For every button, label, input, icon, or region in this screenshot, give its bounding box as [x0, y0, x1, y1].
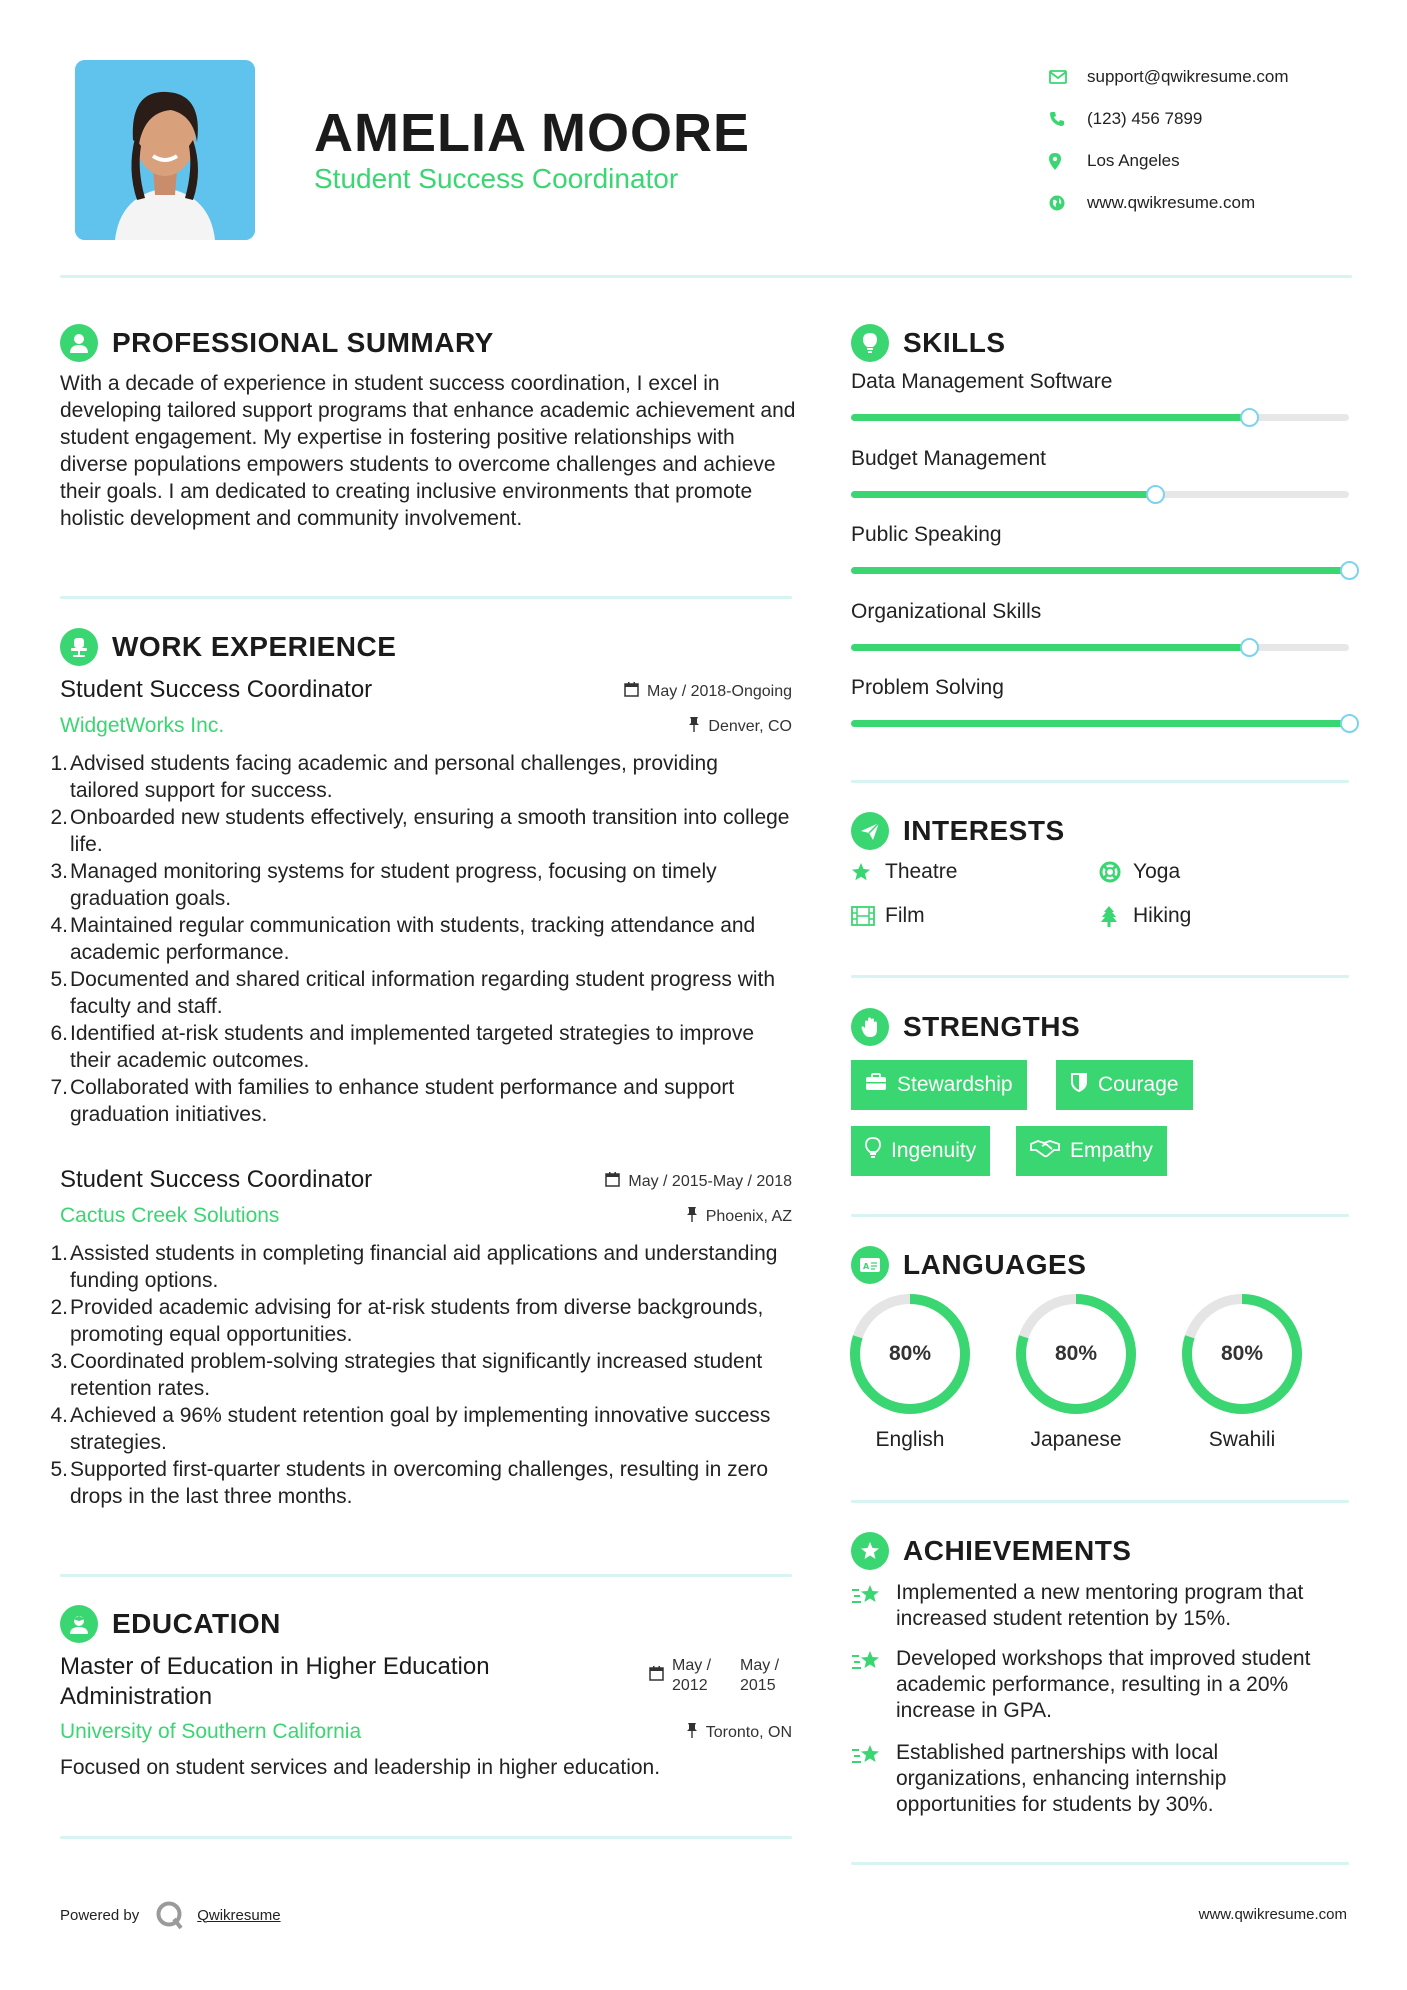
- lightbulb-icon: [851, 324, 889, 362]
- skill-name: Problem Solving: [851, 676, 1004, 699]
- skill-bar: [851, 644, 1349, 651]
- contact-phone[interactable]: [1049, 98, 1379, 140]
- skills-divider: [851, 780, 1349, 783]
- strength-badge: [851, 1126, 990, 1176]
- strength-badge: [1056, 1060, 1193, 1110]
- brand-link[interactable]: Qwikresume: [197, 1906, 281, 1924]
- language-item: [848, 1292, 972, 1452]
- interest-item: [1099, 860, 1180, 884]
- skill-knob: [1240, 408, 1259, 427]
- paper-plane-icon: [851, 812, 889, 850]
- job-title: Student Success Coordinator: [60, 676, 373, 703]
- skill-knob: [1146, 485, 1165, 504]
- skill-item: [851, 447, 1351, 498]
- contact-location: [1049, 140, 1379, 182]
- skill-bar: [851, 414, 1349, 421]
- achievement-text: Implemented a new mentoring program that increased student retention by 15%.: [896, 1581, 1304, 1630]
- summary-text: With a decade of experience in student success coordination, I excel in developing tailored support programs that enhance academic achievement and student engagement. My expertise in fostering positive relationships with diverse populations empowers students to overcome challenges and achieve their goals. I am dedicated to creating inclusive environments that promote holistic development and community involvement.: [60, 372, 796, 530]
- trophy-star-icon: [851, 1532, 889, 1570]
- interests-divider: [851, 975, 1349, 978]
- contact-phone-text: (123) 456 7899: [1087, 109, 1203, 128]
- experience-title: WORK EXPERIENCE: [112, 631, 397, 662]
- interest-label: Yoga: [1133, 860, 1181, 883]
- skill-item: [851, 370, 1351, 421]
- experience-divider: [60, 1574, 792, 1577]
- star-icon: [851, 862, 885, 882]
- job-location: [686, 1206, 792, 1227]
- skill-bar: [851, 491, 1349, 498]
- phone-icon: [1049, 111, 1087, 127]
- strengths-title: STRENGTHS: [903, 1011, 1081, 1042]
- language-percent: 80%: [888, 1342, 932, 1365]
- skill-fill: [851, 720, 1349, 727]
- globe-icon: [1049, 195, 1087, 211]
- skills-title: SKILLS: [903, 327, 1006, 358]
- achievements-heading: [851, 1532, 1131, 1570]
- strength-label: Stewardship: [897, 1073, 1013, 1096]
- list-item: 4. Maintained regular communication with students, tracking attendance and academic performance.: [50, 914, 756, 964]
- language-name: English: [875, 1428, 945, 1451]
- pushpin-icon: [686, 1206, 698, 1227]
- skill-fill: [851, 491, 1155, 498]
- shooting-star-icon: [851, 1646, 896, 1724]
- interest-label: Film: [885, 904, 925, 927]
- lightbulb-icon: [865, 1137, 881, 1165]
- contact-email-text: support@qwikresume.com: [1087, 67, 1289, 86]
- list-item: 5. Documented and shared critical information regarding student progress with faculty and staff.: [50, 968, 776, 1018]
- tree-icon: [1099, 905, 1133, 927]
- skill-knob: [1340, 714, 1359, 733]
- skill-item: [851, 676, 1351, 727]
- email-icon: [1049, 70, 1087, 84]
- achievement-item: [851, 1580, 1351, 1632]
- achievement-text: Established partnerships with local organizations, enhancing internship opportunities for students by 30%.: [896, 1741, 1227, 1816]
- job-responsibilities: [50, 1240, 792, 1510]
- education-entry: [60, 1652, 792, 1781]
- strength-label: Empathy: [1070, 1139, 1153, 1162]
- list-item: 4. Achieved a 96% student retention goal by implementing innovative success strategies.: [50, 1404, 771, 1454]
- language-percent: 80%: [1220, 1342, 1264, 1365]
- languages-heading: [851, 1246, 1086, 1284]
- skill-name: Public Speaking: [851, 523, 1002, 546]
- footer-brand: [60, 1900, 281, 1930]
- list-item: 6. Identified at-risk students and implemented targeted strategies to improve their academic outcomes.: [50, 1022, 755, 1072]
- location-pin-icon: [1049, 153, 1087, 170]
- job-entry: [50, 676, 792, 1128]
- qwikresume-logo-icon: [155, 1900, 185, 1930]
- experience-heading: [60, 628, 396, 666]
- skills-heading: [851, 324, 1006, 362]
- contact-website-text: www.qwikresume.com: [1087, 193, 1256, 212]
- briefcase-icon: [865, 1073, 887, 1097]
- job-date: [624, 682, 792, 702]
- education-heading: [60, 1605, 281, 1643]
- skill-item: [851, 600, 1351, 651]
- strengths-divider: [851, 1214, 1349, 1217]
- languages-title: LANGUAGES: [903, 1249, 1087, 1280]
- contact-website[interactable]: [1049, 182, 1379, 224]
- education-end: May / 2015: [740, 1657, 780, 1694]
- footer-site-link[interactable]: www.qwikresume.com: [1198, 1906, 1347, 1923]
- contact-email[interactable]: [1049, 56, 1379, 98]
- interests-heading: [851, 812, 1065, 850]
- achievements-divider: [851, 1862, 1349, 1865]
- film-icon: [851, 906, 885, 926]
- summary-title: PROFESSIONAL SUMMARY: [112, 327, 494, 358]
- powered-by-text: Powered by: [60, 1906, 140, 1924]
- skill-item: [851, 523, 1351, 574]
- education-divider: [60, 1836, 792, 1839]
- graduate-icon: [60, 1605, 98, 1643]
- list-item: 7. Collaborated with families to enhance student performance and support graduation initiatives.: [50, 1076, 735, 1126]
- education-location-text: Toronto, ON: [705, 1723, 792, 1741]
- raised-hand-icon: [851, 1008, 889, 1046]
- calendar-icon: [649, 1666, 664, 1686]
- degree-title: Master of Education in Higher Education Administration: [60, 1653, 490, 1710]
- shield-icon: [1070, 1072, 1088, 1098]
- list-item: 2. Onboarded new students effectively, ensuring a smooth transition into college life.: [50, 806, 790, 856]
- job-title: Student Success Coordinator: [60, 1166, 373, 1193]
- candidate-name: AMELIA MOORE: [314, 103, 750, 163]
- job-location-text: Phoenix, AZ: [705, 1207, 792, 1225]
- chair-icon: [60, 628, 98, 666]
- list-item: 2. Provided academic advising for at-risk students from diverse backgrounds, promoting equal opportunities.: [50, 1296, 764, 1346]
- pushpin-icon: [688, 716, 700, 737]
- language-percent: 80%: [1054, 1342, 1098, 1365]
- job-location: [688, 716, 792, 737]
- shooting-star-icon: [851, 1740, 896, 1818]
- school-name: University of Southern California: [60, 1720, 362, 1743]
- strength-badge: [851, 1060, 1027, 1110]
- achievement-text: Developed workshops that improved student academic performance, resulting in a 20% increase in GPA.: [896, 1647, 1311, 1722]
- job-date-text: May / 2015-May / 2018: [628, 1173, 792, 1190]
- strength-badge: [1016, 1126, 1167, 1176]
- skill-fill: [851, 567, 1349, 574]
- interests-title: INTERESTS: [903, 815, 1065, 846]
- list-item: 5. Supported first-quarter students in overcoming challenges, resulting in zero drops in the last three months.: [50, 1458, 769, 1508]
- strength-label: Courage: [1098, 1073, 1179, 1096]
- interest-item: [851, 904, 925, 928]
- education-start: May / 2012: [672, 1657, 712, 1694]
- strength-label: Ingenuity: [891, 1139, 977, 1162]
- interest-item: [1099, 904, 1191, 928]
- skill-bar: [851, 567, 1349, 574]
- job-date: [605, 1172, 792, 1192]
- job-company: WidgetWorks Inc.: [60, 714, 225, 737]
- languages-divider: [851, 1500, 1349, 1503]
- skill-knob: [1340, 561, 1359, 580]
- skill-name: Budget Management: [851, 447, 1046, 470]
- achievement-item: [851, 1740, 1351, 1818]
- candidate-role: Student Success Coordinator: [314, 163, 679, 194]
- education-title: EDUCATION: [112, 1608, 281, 1639]
- summary-heading: [60, 324, 494, 362]
- contact-location-text: Los Angeles: [1087, 151, 1180, 170]
- skill-bar: [851, 720, 1349, 727]
- pushpin-icon: [686, 1722, 698, 1743]
- job-responsibilities: [50, 750, 792, 1128]
- profile-photo: [75, 60, 255, 240]
- user-icon: [60, 324, 98, 362]
- header-divider: [60, 275, 1352, 278]
- job-entry: [50, 1166, 792, 1510]
- language-name: Japanese: [1030, 1428, 1122, 1451]
- contact-list: [1049, 56, 1379, 224]
- summary-divider: [60, 596, 792, 599]
- achievement-item: [851, 1646, 1351, 1724]
- language-item: [1180, 1292, 1304, 1452]
- list-item: 3. Managed monitoring systems for student progress, focusing on timely graduation goals.: [50, 860, 717, 910]
- interest-label: Theatre: [885, 860, 958, 883]
- language-item: [1014, 1292, 1138, 1452]
- shooting-star-icon: [851, 1580, 896, 1632]
- calendar-icon: [624, 682, 639, 702]
- education-location: [686, 1722, 792, 1743]
- svg-text:A: A: [863, 1262, 870, 1271]
- job-date-text: May / 2018-Ongoing: [647, 683, 792, 700]
- education-dates: [649, 1656, 792, 1696]
- list-item: 3. Coordinated problem-solving strategies that significantly increased student retention rates.: [50, 1350, 763, 1400]
- list-item: 1. Advised students facing academic and personal challenges, providing tailored support for success.: [50, 752, 718, 802]
- skill-name: Data Management Software: [851, 370, 1113, 393]
- list-item: 1. Assisted students in completing financial aid applications and understanding funding options.: [50, 1242, 778, 1292]
- skill-name: Organizational Skills: [851, 600, 1042, 623]
- job-location-text: Denver, CO: [708, 717, 792, 735]
- job-company: Cactus Creek Solutions: [60, 1204, 280, 1227]
- handshake-icon: [1030, 1138, 1060, 1164]
- achievements-title: ACHIEVEMENTS: [903, 1535, 1132, 1566]
- skill-knob: [1240, 638, 1259, 657]
- interest-item: [851, 860, 957, 884]
- skill-fill: [851, 414, 1249, 421]
- education-description: Focused on student services and leadership in higher education.: [60, 1756, 661, 1779]
- skill-fill: [851, 644, 1249, 651]
- language-card-icon: [851, 1246, 889, 1284]
- language-name: Swahili: [1208, 1428, 1276, 1451]
- strengths-heading: [851, 1008, 1080, 1046]
- lifebuoy-icon: [1099, 861, 1133, 883]
- interest-label: Hiking: [1133, 904, 1192, 927]
- calendar-icon: [605, 1172, 620, 1192]
